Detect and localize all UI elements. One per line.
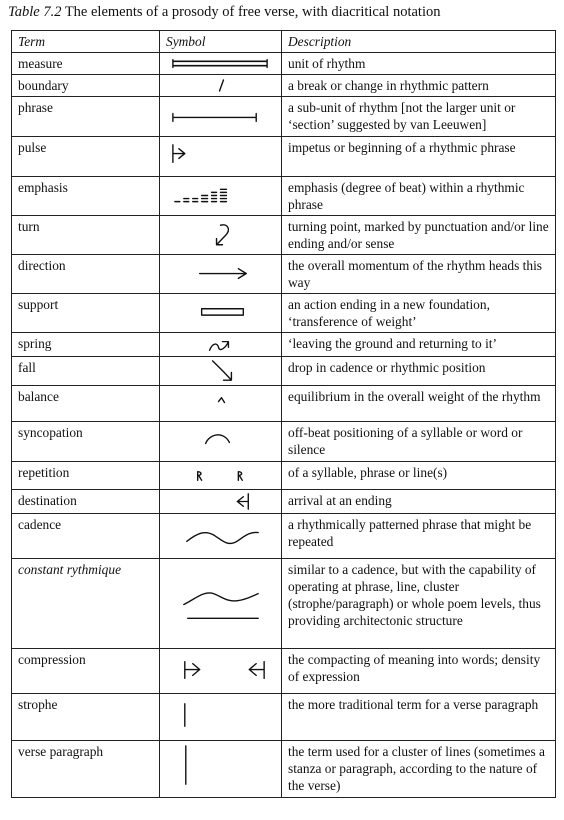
table-row: [12, 741, 556, 798]
short-vertical-line-icon: [160, 694, 282, 741]
description-cell: equilibrium in the overall weight of the rhythm: [282, 386, 556, 422]
arrow-left-bar-icon: [160, 490, 282, 514]
description-cell: arrival at an ending: [282, 490, 556, 514]
caret-icon: [160, 386, 282, 422]
term-cell: balance: [12, 386, 160, 422]
caption-text: The elements of a prosody of free verse, with diacritical notation: [64, 4, 441, 20]
table-caption: [8, 4, 440, 21]
description-cell: off-beat positioning of a syllable or word or silence: [282, 422, 556, 462]
table-row: [12, 649, 556, 694]
term-cell: fall: [12, 357, 160, 386]
term-cell: strophe: [12, 694, 160, 741]
description-cell: the compacting of meaning into words; density of expression: [282, 649, 556, 694]
description-cell: drop in cadence or rhythmic position: [282, 357, 556, 386]
term-cell: cadence: [12, 514, 160, 559]
prosody-table: [11, 30, 556, 798]
description-cell: of a syllable, phrase or line(s): [282, 462, 556, 490]
term-cell: verse paragraph: [12, 741, 160, 798]
table-row: [12, 333, 556, 357]
description-cell: the term used for a cluster of lines (sometimes a stanza or paragraph, according to the nature of the verse): [282, 741, 556, 798]
converging-arrows-icon: [160, 649, 282, 694]
table-row: [12, 490, 556, 514]
term-cell: compression: [12, 649, 160, 694]
long-vertical-line-icon: [160, 741, 282, 798]
wave-icon: [160, 514, 282, 559]
description-cell: unit of rhythm: [282, 53, 556, 75]
table-row: [12, 216, 556, 255]
term-cell: direction: [12, 255, 160, 294]
table-row: [12, 694, 556, 741]
table-row: [12, 386, 556, 422]
spring-arrow-icon: [160, 333, 282, 357]
term-cell: phrase: [12, 97, 160, 137]
header-description: Description: [282, 31, 556, 53]
term-italic: constant rythmique: [18, 562, 122, 577]
description-cell: turning point, marked by punctuation and/or line ending and/or sense: [282, 216, 556, 255]
table-row: [12, 462, 556, 490]
header-term: Term: [12, 31, 160, 53]
measure-bar-icon: [160, 53, 282, 75]
term-cell: support: [12, 294, 160, 333]
description-cell: ‘leaving the ground and returning to it’: [282, 333, 556, 357]
arc-icon: [160, 422, 282, 462]
table-row: [12, 559, 556, 649]
header-symbol: Symbol: [160, 31, 282, 53]
long-arrow-right-icon: [160, 255, 282, 294]
term-cell: [12, 559, 160, 649]
term-cell: repetition: [12, 462, 160, 490]
table-row: [12, 255, 556, 294]
description-cell: similar to a cadence, but with the capability of operating at phrase, line, cluster (strophe/paragraph) or whole poem levels, thus providing architectonic structure: [282, 559, 556, 649]
description-cell: an action ending in a new foundation, ‘transference of weight’: [282, 294, 556, 333]
stacked-dashes-icon: [160, 177, 282, 216]
description-cell: emphasis (degree of beat) within a rhythmic phrase: [282, 177, 556, 216]
table-row: [12, 137, 556, 177]
term-cell: turn: [12, 216, 160, 255]
description-cell: impetus or beginning of a rhythmic phrase: [282, 137, 556, 177]
flat-rectangle-icon: [160, 294, 282, 333]
descending-arrow-icon: [160, 357, 282, 386]
wave-over-line-icon: [160, 559, 282, 649]
description-cell: a rhythmically patterned phrase that might be repeated: [282, 514, 556, 559]
term-cell: spring: [12, 333, 160, 357]
term-cell: pulse: [12, 137, 160, 177]
description-cell: the more traditional term for a verse paragraph: [282, 694, 556, 741]
term-cell: boundary: [12, 75, 160, 97]
term-cell: destination: [12, 490, 160, 514]
term-cell: measure: [12, 53, 160, 75]
term-cell: emphasis: [12, 177, 160, 216]
table-row: [12, 53, 556, 75]
table-header-row: [12, 31, 556, 53]
repeat-marks-icon: [160, 462, 282, 490]
table-row: [12, 294, 556, 333]
table-row: [12, 357, 556, 386]
table-row: [12, 177, 556, 216]
table-row: [12, 422, 556, 462]
description-cell: a break or change in rhythmic pattern: [282, 75, 556, 97]
slash-icon: [160, 75, 282, 97]
table-row: [12, 75, 556, 97]
description-cell: a sub-unit of rhythm [not the larger unit or ‘section’ suggested by van Leeuwen]: [282, 97, 556, 137]
caption-label: Table 7.2: [8, 4, 62, 20]
phrase-span-icon: [160, 97, 282, 137]
table-row: [12, 514, 556, 559]
term-cell: syncopation: [12, 422, 160, 462]
bar-arrow-right-icon: [160, 137, 282, 177]
table-row: [12, 97, 556, 137]
curved-arrow-icon: [160, 216, 282, 255]
description-cell: the overall momentum of the rhythm heads this way: [282, 255, 556, 294]
